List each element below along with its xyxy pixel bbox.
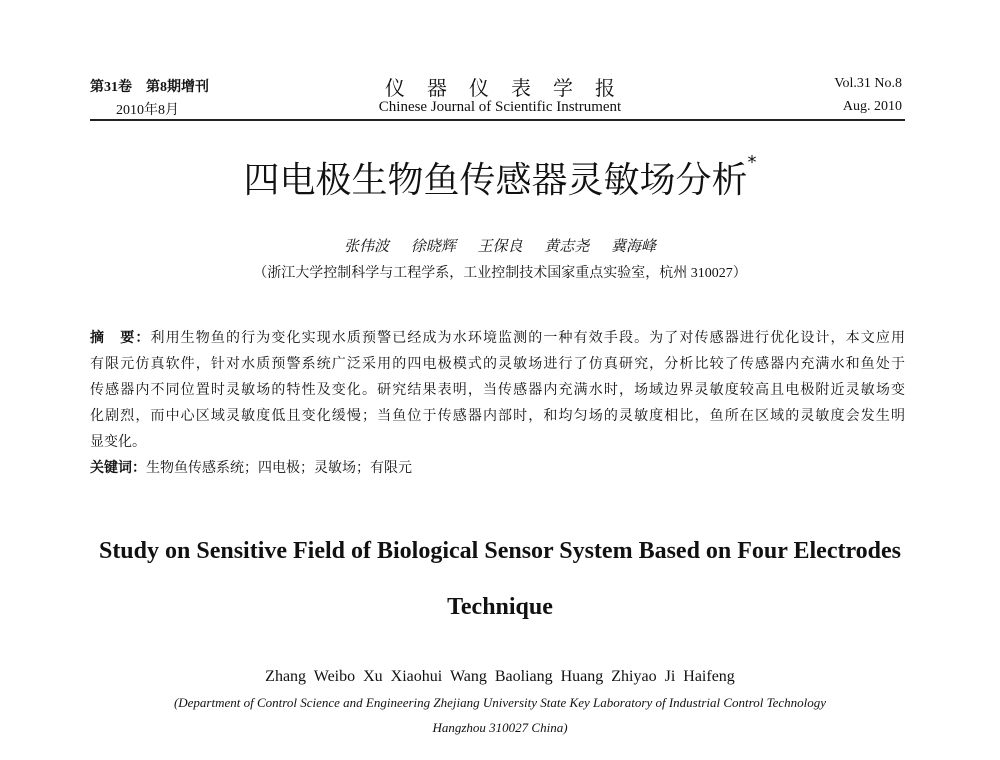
paper-title-cn xyxy=(0,152,1000,203)
abstract-line: 传感器内不同位置时灵敏场的特性及变化。研究结果表明，当传感器内充满水时，场域边界灵敏度较高且电极附近灵敏场变 xyxy=(90,383,905,398)
affiliation-en-line1: (Department of Control Science and Engineering Zhejiang University State Key Laboratory of Industrial Control Technology xyxy=(173,695,827,710)
date-cn: 2010年8月 xyxy=(116,103,179,118)
date-en: Aug. 2010 xyxy=(842,99,902,114)
keywords xyxy=(90,457,905,477)
header-rule xyxy=(90,119,905,121)
paper-title-en-line2: Technique xyxy=(447,594,553,620)
abstract-label: 摘 要： xyxy=(90,331,151,346)
title-footnote-mark: * xyxy=(747,152,757,173)
abstract-line: 化剧烈，而中心区域灵敏度低且变化缓慢；当鱼位于传感器内部时，和均匀场的灵敏度相比，鱼所在区域的灵敏度会发生明 xyxy=(90,409,905,424)
abstract-line: 有限元仿真软件，针对水质预警系统广泛采用的四电极模式的灵敏场进行了仿真研究，分析比较了传感器内充满水和鱼处于 xyxy=(90,357,905,372)
abstract-text: 利用生物鱼的行为变化实现水质预警已经成为水环境监测的一种有效手段。为了对传感器进行优化设计，本文应用 xyxy=(150,331,905,346)
affiliation-cn: （浙江大学控制科学与工程学系，工业控制技术国家重点实验室，杭州 310027） xyxy=(253,266,747,281)
authors-en: Zhang Weibo Xu Xiaohui Wang Baoliang Huang Zhiyao Ji Haifeng xyxy=(265,668,735,685)
keywords-text: 生物鱼传感系统；四电极；灵敏场；有限元 xyxy=(146,461,412,476)
abstract-line xyxy=(90,327,905,347)
paper-title-en-line1: Study on Sensitive Field of Biological Sensor System Based on Four Electrodes xyxy=(98,538,902,564)
abstract-line: 显变化。 xyxy=(90,435,146,450)
journal-name-en: Chinese Journal of Scientific Instrument xyxy=(378,99,622,115)
volume-issue-cn: 第31卷 第8期增刊 xyxy=(90,80,209,95)
authors-cn: 张伟波 徐晓辉 王保良 黄志尧 冀海峰 xyxy=(343,239,656,255)
title-text: 四电极生物鱼传感器灵敏场分析 xyxy=(243,160,748,201)
volume-issue-en: Vol.31 No.8 xyxy=(834,76,902,91)
keywords-label: 关键词： xyxy=(90,461,146,476)
affiliation-en-line2: Hangzhou 310027 China) xyxy=(432,720,568,735)
journal-name-cn: 仪器仪表学报 xyxy=(385,78,637,100)
